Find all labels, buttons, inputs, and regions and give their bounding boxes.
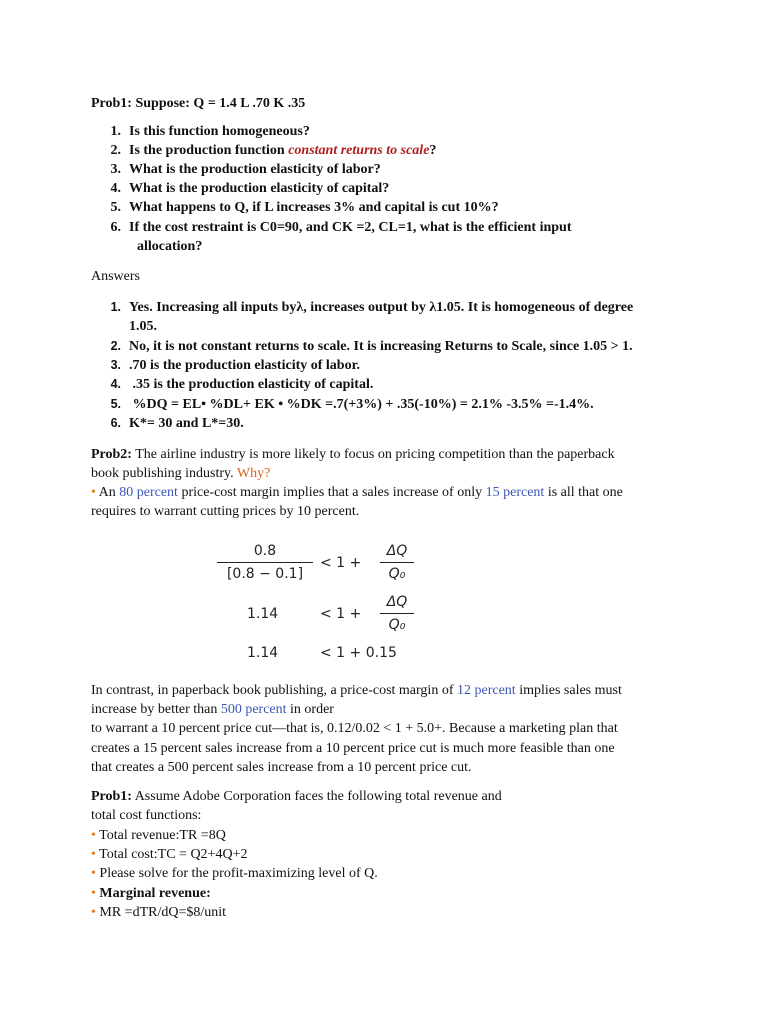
prob2-bullet-1-line2: requires to warrant cutting prices by 10 percent. [91,504,360,519]
bullet-icon: • [91,905,96,920]
inequality-2: < 1 + [320,606,362,622]
prob3-bullet [91,845,247,864]
prob3-bullet [91,864,378,883]
answer-number: 2. [110,339,121,353]
prob3-text: Assume Adobe Corporation faces the following total revenue and [131,789,502,804]
answer-number: 5. [110,397,121,411]
question-6 [91,218,572,237]
answers-heading: Answers [91,269,140,284]
answer-2 [91,337,633,356]
question-text: Is the production function [129,143,289,158]
question-text: What is the production elasticity of labor? [129,162,381,177]
question-3 [91,160,381,179]
fraction-bar [380,562,414,563]
prob2-text: The airline industry is more likely to focus on pricing competition than the paperback [131,447,615,462]
fraction-dq-q0-1 [380,542,414,583]
contrast-line3: to warrant a 10 percent price cut—that is, 0.12/0.02 < 1 + 5.0+. Because a marketing plan that [91,721,618,736]
question-text: If the cost restraint is C0=90, and CK =2, CL=1, what is the efficient input [129,220,572,235]
prob1-title: Prob1: Suppose: Q = 1.4 L .70 K .35 [91,96,306,111]
percent-12: 12 percent [456,683,516,698]
question-5 [91,198,499,217]
inequality-1: < 1 + [320,555,362,571]
question-number: 1. [110,124,121,139]
answer-text: .70 is the production elasticity of labor. [129,358,361,373]
prob3-label: Prob1: [91,789,132,804]
answer-number: 4. [110,377,121,391]
question-1 [91,122,310,141]
answer-number: 1. [110,300,121,314]
prob3-line2: total cost functions: [91,808,202,823]
prob3-bullet [91,826,226,845]
bullet-icon: • [91,886,96,901]
fraction-denominator: [0.8 − 0.1] [226,566,304,582]
fraction-dq-q0-2 [380,593,414,634]
fraction-denominator: Q₀ [388,617,406,633]
prob2-bullet-1 [91,483,623,502]
percent-80: 80 percent [119,485,178,500]
prob3-line1 [91,787,502,806]
percent-15: 15 percent [485,485,545,500]
answer-text: K*= 30 and L*=30. [129,416,244,431]
question-6-line2: allocation? [137,239,203,254]
bullet-icon: • [91,828,96,843]
fraction-bar [217,562,313,563]
question-number: 5. [110,200,121,215]
equation-lhs-2: 1.14 [247,606,279,622]
equation-lhs-3: 1.14 [247,645,279,661]
bullet-text: An [95,485,120,500]
contrast-text: implies sales must [515,683,622,698]
answer-text: %DQ = EL• %DL+ EK • %DK =.7(+3%) + .35(-10%) = 2.1% -3.5% =-1.4%. [129,397,594,412]
fraction-bar [380,613,414,614]
question-number: 3. [110,162,121,177]
prob3-bullet [91,884,211,903]
bullet-text: MR =dTR/dQ=$8/unit [95,905,227,920]
contrast-line1 [91,681,622,700]
question-number: 2. [110,143,121,158]
answer-5 [91,395,594,414]
question-text-end: ? [429,143,437,158]
contrast-line2 [91,700,334,719]
question-2 [91,141,436,160]
answer-number: 3. [110,358,121,372]
bullet-icon: • [91,847,96,862]
question-text: What happens to Q, if L increases 3% and capital is cut 10%? [129,200,499,215]
question-text: Is this function homogeneous? [129,124,310,139]
prob2-line2 [91,464,270,483]
contrast-line5: that creates a 500 percent sales increase from a 10 percent price cut. [91,760,472,775]
question-number: 6. [110,220,121,235]
bullet-icon: • [91,485,96,500]
fraction-numerator: 0.8 [253,543,277,559]
question-text: What is the production elasticity of capital? [129,181,390,196]
bullet-icon: • [91,866,96,881]
bullet-text: Marginal revenue: [95,886,211,901]
answer-text: .35 is the production elasticity of capital. [129,377,374,392]
prob2-line1 [91,445,615,464]
answer-text: No, it is not constant returns to scale. It is increasing Returns to Scale, since 1.05 > 1. [129,339,633,354]
contrast-text: in order [286,702,334,717]
answer-3 [91,356,360,375]
percent-500: 500 percent [220,702,287,717]
answer-4 [91,375,373,394]
answer-6 [91,414,244,433]
bullet-text: Total cost:TC = Q2+4Q+2 [95,847,248,862]
question-number: 4. [110,181,121,196]
prob2-label: Prob2: [91,447,132,462]
question-4 [91,179,389,198]
bullet-text: price-cost margin implies that a sales increase of only [177,485,486,500]
contrast-line4: creates a 15 percent sales increase from a 10 percent price cut is much more feasible than one [91,741,615,756]
bullet-text: Total revenue:TR =8Q [95,828,226,843]
inequality-3: < 1 + 0.15 [320,645,397,661]
fraction-denominator: Q₀ [388,566,406,582]
contrast-text: In contrast, in paperback book publishing, a price-cost margin of [91,683,457,698]
prob2-text-2: book publishing industry. [91,466,237,481]
answer-1-line2: 1.05. [129,319,157,334]
fraction-numerator: ΔQ [386,594,408,610]
prob3-bullet [91,903,226,922]
answer-1 [91,298,633,317]
answer-text: Yes. Increasing all inputs byλ, increases output by λ1.05. It is homogeneous of degree [129,300,634,315]
bullet-text: is all that one [544,485,623,500]
fraction-numerator: ΔQ [386,543,408,559]
why-link: Why? [236,466,271,481]
bullet-text: Please solve for the profit-maximizing level of Q. [95,866,378,881]
answer-number: 6. [110,416,121,430]
fraction-margin [217,542,313,583]
contrast-text: increase by better than [91,702,221,717]
highlight-term: constant returns to scale [288,143,430,158]
